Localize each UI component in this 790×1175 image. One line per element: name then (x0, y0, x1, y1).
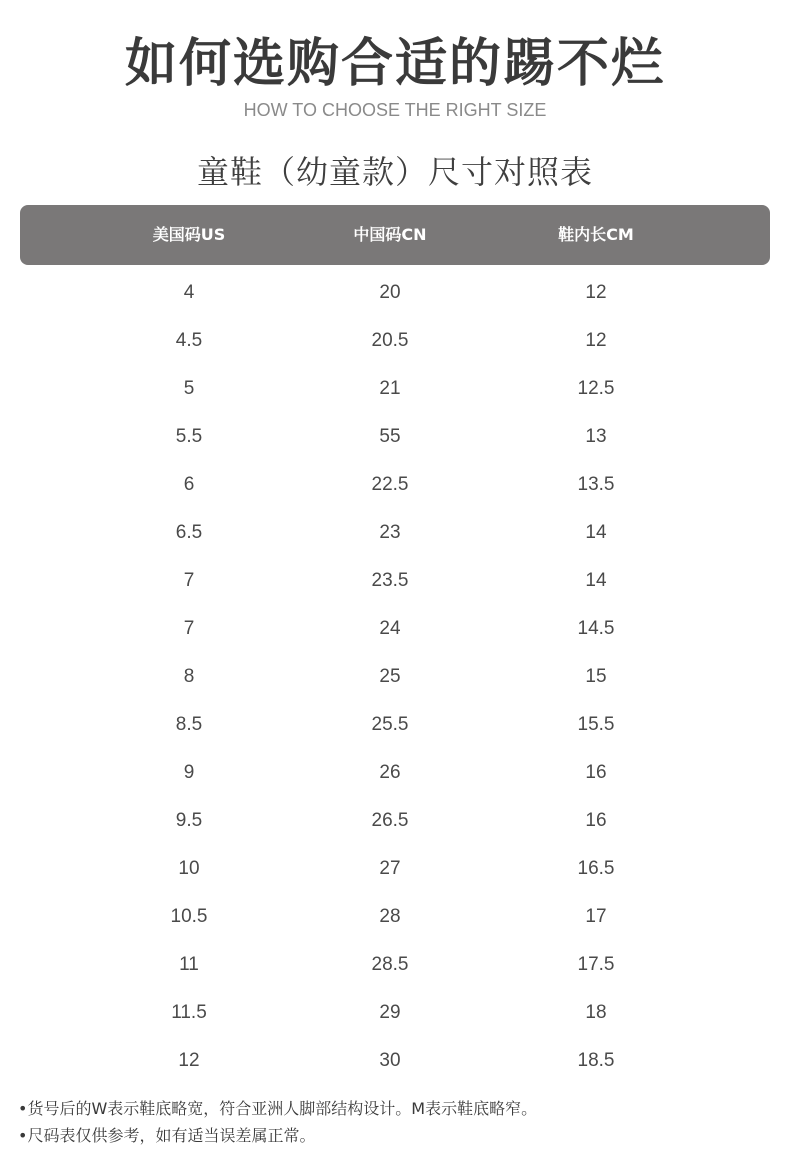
table-row (20, 557, 770, 605)
cell-us: 9.5 (175, 810, 203, 831)
cell-us: 10.5 (170, 906, 208, 927)
cell-cm: 14 (585, 570, 607, 591)
table-row (20, 269, 770, 317)
page-title: 如何选购合适的踢不烂 (124, 34, 665, 94)
cell-cm: 12.5 (577, 378, 615, 399)
cell-cn: 28.5 (371, 954, 409, 975)
cell-us: 7 (183, 570, 195, 591)
notes (18, 1095, 778, 1149)
cell-us: 6 (183, 474, 195, 495)
cell-cn: 30 (379, 1050, 401, 1071)
cell-cm: 18.5 (577, 1050, 615, 1071)
table-row (20, 845, 770, 893)
cell-us: 7 (183, 618, 195, 639)
table-row (20, 653, 770, 701)
table-row (20, 509, 770, 557)
cell-cm: 16.5 (577, 858, 615, 879)
cell-us: 8 (183, 666, 195, 687)
cell-cn: 27 (379, 858, 401, 879)
table-row (20, 701, 770, 749)
table-row (20, 461, 770, 509)
table-row (20, 749, 770, 797)
cell-cm: 15 (585, 666, 607, 687)
size-table-body (20, 269, 770, 1085)
cell-cm: 12 (585, 282, 607, 303)
table-row (20, 365, 770, 413)
cell-cn: 25 (379, 666, 401, 687)
cell-us: 5 (183, 378, 195, 399)
cell-cn: 26 (379, 762, 401, 783)
table-row (20, 605, 770, 653)
cell-cn: 20.5 (371, 330, 409, 351)
column-header-cn: 中国码CN (353, 225, 427, 244)
column-header-us: 美国码US (152, 225, 226, 244)
cell-cn: 26.5 (371, 810, 409, 831)
cell-us: 6.5 (175, 522, 203, 543)
note-disclaimer: •尺码表仅供参考，如有适当误差属正常。 (18, 1126, 316, 1145)
table-row (20, 1037, 770, 1085)
cell-cn: 55 (379, 426, 401, 447)
cell-cm: 16 (585, 810, 607, 831)
cell-cn: 23.5 (371, 570, 409, 591)
table-row (20, 893, 770, 941)
cell-us: 9 (183, 762, 195, 783)
cell-cn: 25.5 (371, 714, 409, 735)
note-width: •货号后的W表示鞋底略宽，符合亚洲人脚部结构设计。M表示鞋底略窄。 (18, 1099, 538, 1118)
table-row (20, 317, 770, 365)
cell-cm: 12 (585, 330, 607, 351)
cell-us: 10 (178, 858, 200, 879)
cell-us: 4.5 (175, 330, 203, 351)
cell-cn: 29 (379, 1002, 401, 1023)
cell-cm: 17 (585, 906, 607, 927)
cell-us: 4 (183, 282, 195, 303)
cell-cm: 14 (585, 522, 607, 543)
cell-cn: 22.5 (371, 474, 409, 495)
cell-us: 11 (179, 954, 199, 975)
page-subtitle: HOW TO CHOOSE THE RIGHT SIZE (243, 100, 547, 120)
cell-cm: 17.5 (577, 954, 615, 975)
cell-cm: 13 (585, 426, 607, 447)
cell-us: 8.5 (175, 714, 203, 735)
table-title: 童鞋（幼童款）尺寸对照表 (196, 153, 593, 191)
cell-cm: 15.5 (577, 714, 615, 735)
table-row (20, 797, 770, 845)
cell-cn: 24 (379, 618, 401, 639)
cell-cm: 16 (585, 762, 607, 783)
cell-cm: 13.5 (577, 474, 615, 495)
table-row (20, 989, 770, 1037)
table-row (20, 941, 770, 989)
table-row (20, 413, 770, 461)
table-header (20, 205, 770, 265)
cell-cn: 20 (379, 282, 401, 303)
cell-cn: 21 (379, 378, 401, 399)
cell-us: 12 (178, 1050, 200, 1071)
cell-cm: 14.5 (577, 618, 615, 639)
column-header-cm: 鞋内长CM (558, 225, 634, 244)
cell-cm: 18 (585, 1002, 607, 1023)
cell-cn: 28 (379, 906, 401, 927)
cell-us: 11.5 (171, 1002, 207, 1023)
cell-cn: 23 (379, 522, 401, 543)
cell-us: 5.5 (175, 426, 203, 447)
